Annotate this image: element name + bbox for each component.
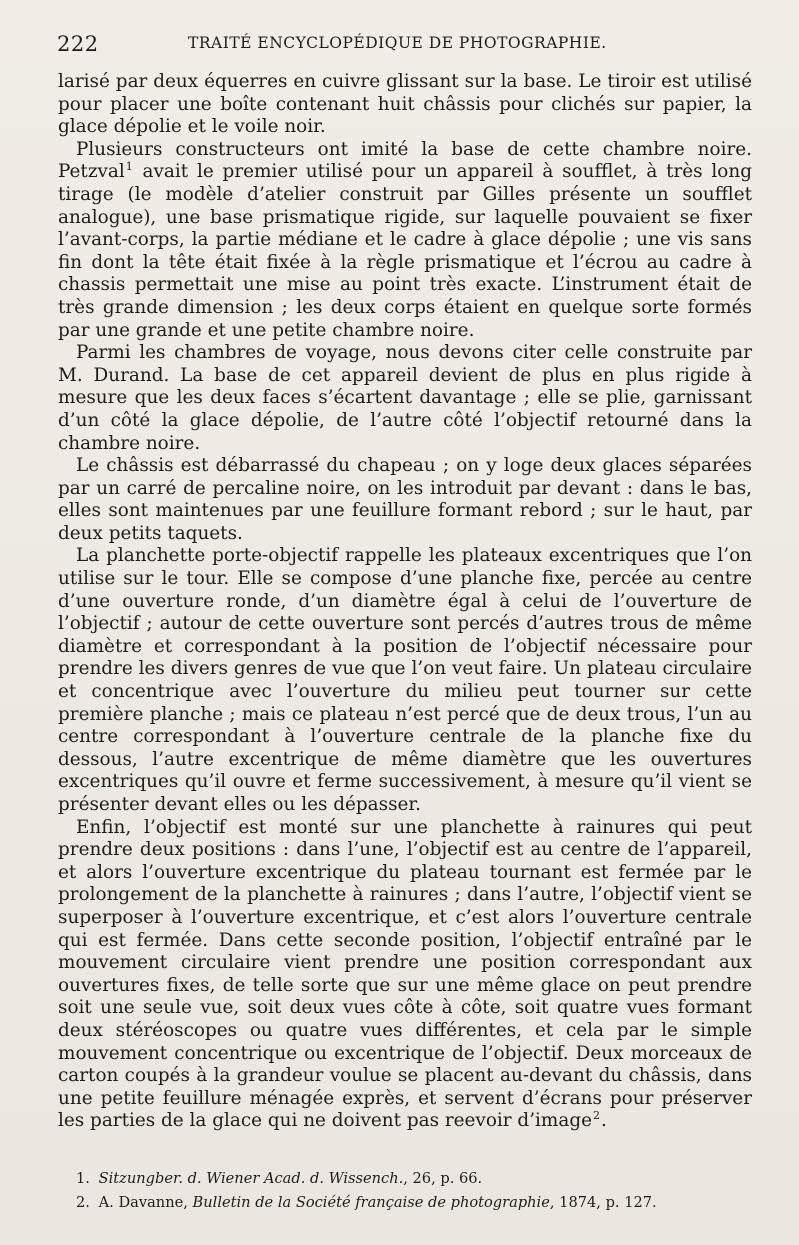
paragraph-2	[58, 139, 752, 342]
paragraph-text: La planchette porte-objectif rappelle les plateaux excentriques que l’on utilise sur le tour. Elle se compose d’une planche fixe, percée au centre d’une ouverture ronde, d’un diamètre égal à celui de l’ouverture de l’objectif ; autour de cette ouverture sont percés d’autres trous de même diamètre et correspondant à la position de l’objectif nécessaire pour prendre les divers genres de vue que l’on veut faire. Un plateau circulaire et concentrique avec l’ouverture du milieu peut tourner sur cette première planche ; mais ce plateau n’est percé que de deux trous, l’un au centre correspondant à l’ouverture centrale de la planche fixe du dessous, l’autre excentrique de même diamètre que les ouvertures excentriques qu’il ouvre et ferme successivement, à mesure qu’il vient se présenter devant elles ou les dépasser.	[58, 545, 752, 815]
paragraph-text: larisé par deux équerres en cuivre glissant sur la base. Le tiroir est utilisé pour placer une boîte contenant huit châssis pour clichés sur papier, la glace dépolie et le voile noir.	[58, 71, 752, 138]
paragraph-4	[58, 455, 752, 545]
footnote-ref-2: 2	[592, 1109, 600, 1123]
footnote-number: 2.	[76, 1194, 90, 1211]
page-number: 222	[57, 32, 99, 56]
paragraph-text: Parmi les chambres de voyage, nous devons citer celle construite par M. Durand. La base de cet appareil devient de plus en plus rigide à mesure que les deux faces s’écartent davantage ; elle se plie, garnissant d’un côté la glace dépolie, de l’autre côté l’objectif retourné dans la chambre noire.	[58, 342, 752, 454]
paragraph-3	[58, 342, 752, 455]
paragraph-text: Enfin, l’objectif est monté sur une planchette à rainures qui peut prendre deux positions : dans l’une, l’objectif est au centre de l’appareil, et alors l’ouverture excentrique du plateau tournant est fermée par le prolongement de la planchette à rainures ; dans l’autre, l’objectif vient se superposer à l’ouverture excentrique, et c’est alors l’ouverture centrale qui est fermée. Dans cette seconde position, l’objectif entraîné par le mouvement circulaire vient prendre une position correspondant aux ouvertures fixes, de telle sorte que sur une même glace on peut prendre soit une seule vue, soit deux vues côte à côte, soit quatre vues formant deux stéréoscopes ou quatre vues différentes, et cela par le simple mouvement concentrique ou excentrique de l’objectif. Deux morceaux de carton coupés à la grandeur voulue se placent au-devant du châssis, dans une petite feuillure ménagée exprès, et servent d’écrans pour préserver les parties de la glace qui ne doivent pas reevoir d’image	[58, 816, 752, 1132]
paragraph-text: Plusieurs constructeurs ont imité la base de cette chambre noire. Petzval	[58, 138, 752, 183]
paragraph-6	[58, 817, 752, 1133]
page-header	[57, 32, 752, 60]
paragraph-text: Le châssis est débarrassé du chapeau ; on y loge deux glaces séparées par un carré de percaline noire, on les introduit par devant : dans le bas, elles sont maintenues par une feuillure formant rebord ; sur le haut, par deux petits taquets.	[58, 455, 752, 544]
footnote-2	[76, 1193, 756, 1213]
running-head: TRAITÉ ENCYCLOPÉDIQUE DE PHOTOGRAPHIE.	[188, 34, 607, 52]
footnote-number: 1.	[76, 1170, 90, 1187]
footnote-citation: , 26, p. 66.	[403, 1170, 483, 1187]
paragraph-5	[58, 545, 752, 816]
footnote-citation: , 1874, p. 127.	[549, 1194, 657, 1211]
footnotes	[76, 1169, 756, 1217]
paragraph-text: .	[600, 1110, 607, 1132]
paragraph-1	[58, 71, 752, 139]
footnote-author: A. Davanne,	[98, 1194, 193, 1211]
paragraph-text: avait le premier utilisé pour un appareil à soufflet, à très long tirage (le modèle d’atelier construit par Gilles présente un soufflet analogue), une base prismatique rigide, sur laquelle pouvaient se fixer l’avant-corps, la partie médiane et le cadre à glace dépolie ; une vis sans fin dont la tête était fixée à la règle prismatique et l’écrou au cadre à chassis permettait une mise au point très exacte. L’instrument était de très grande dimension ; les deux corps étaient en quelque sorte formés par une grande et une petite chambre noire.	[58, 161, 752, 341]
footnote-1	[76, 1169, 756, 1189]
footnote-ref-1: 1	[125, 160, 133, 174]
footnote-source-title: Bulletin de la Société française de photographie	[192, 1194, 550, 1211]
body-text	[58, 71, 752, 1133]
footnote-source-title: Sitzungber. d. Wiener Acad. d. Wissench.	[98, 1170, 404, 1187]
